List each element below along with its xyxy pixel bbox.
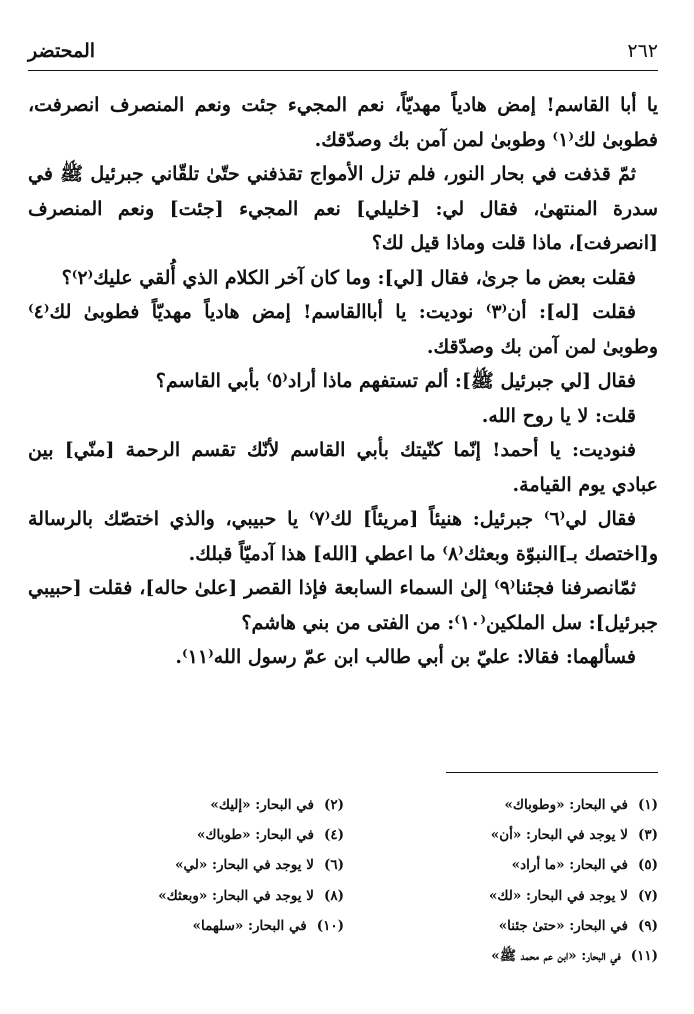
footnote [374,881,658,911]
footnote-number: (٢) [323,797,344,813]
page-header [28,36,658,72]
footnote [374,820,658,850]
footnote-number: (٦) [323,857,344,874]
footnote-text: لا يوجد في البحار: «لك» [488,887,628,904]
footnote [60,790,344,820]
header-divider [28,70,658,71]
footnote [60,881,344,911]
footnote-text: في البحار: «وطوباك» [504,797,628,813]
footnote-text: في البحار: «ابن عم محمد ﷺ» [491,948,621,965]
footnote [60,941,658,971]
paragraph: فنوديت: يا أحمد! إنّما كنّيتك بأبي القاسم لأنّك تقسم الرحمة [منّي] بين عبادي يوم القيامة. [28,439,658,496]
paragraph: ثمّانصرفنا فجئنا⁽٩⁾ إلىٰ السماء السابعة فإذا القصر [علىٰ حاله]، فقلت [حبيبي جبرئيل]: سل الملكين⁽١٠⁾: من الفتى من بني هاشم؟ [28,577,658,634]
footnote-divider [446,772,658,773]
footnote [60,911,344,941]
footnote-text: لا يوجد في البحار: «وبعثك» [158,887,314,904]
main-text [28,88,658,675]
paragraph: قلت: لا يا روح الله. [481,404,636,427]
footnote-number: (٧) [637,887,658,904]
footnote-number: (٩) [637,917,658,934]
footnote-number: (١) [637,797,658,813]
footnote [60,820,344,850]
footnote-text: في البحار: «طوباك» [196,827,314,844]
footnote-text: في البحار: «حتىٰ جئنا» [498,917,628,934]
footnote-text: في البحار: «إليك» [210,797,314,813]
paragraph: فقال لي⁽٦⁾ جبرئيل: هنيئاً [مريئاً] لك⁽٧⁾ يا حبيبي، والذي اختصّك بالرسالة و[اختصك بـ]النبوّة وبعثك⁽٨⁾ ما اعطي [الله] هذا آدميّاً قبلك. [28,508,658,565]
footnote [374,790,658,820]
footnote [60,850,344,880]
paragraph: فقلت [له]: أن⁽٣⁾ نوديت: يا أباالقاسم! إمض هادياً مهديّاً فطوبىٰ لك⁽٤⁾ وطوبىٰ لمن آمن بك وصدّقك. [28,301,658,358]
footnote-text: لا يوجد في البحار: «أن» [490,827,628,844]
paragraph: فقلت بعض ما جرىٰ، فقال [لي]: وما كان آخر الكلام الذي أُلقي عليك⁽٢⁾؟ [61,266,636,289]
footnote-text: في البحار: «ما أراد» [511,857,628,874]
footnote-number: (٣) [637,827,658,844]
paragraph: ثمّ قذفت في بحار النور، فلم تزل الأمواج تقذفني حتّىٰ تلقّاني جبرئيل ﷺ في سدرة المنتهىٰ، فقال لي: [خليلي] نعم المجيء [جئت] ونعم المنصرف [انصرفت]، ماذا قلت وماذا قيل لك؟ [28,163,658,254]
footnotes [60,790,658,971]
footnote-number: (٤) [323,827,344,844]
footnote-number: (٥) [637,857,658,874]
footnote-text: لا يوجد في البحار: «لي» [175,857,314,874]
footnote-number: (٨) [323,887,344,904]
page-number: ٢٦٢ [627,40,658,62]
footnote [374,850,658,880]
paragraph: يا أبا القاسم! إمض هادياً مهديّاً، نعم المجيء جئت ونعم المنصرف انصرفت، فطوبىٰ لك⁽١⁾ وطوبىٰ لمن آمن بك وصدّقك. [28,94,658,151]
footnote [374,911,658,941]
footnote-text: في البحار: «سلهما» [192,917,307,934]
footnote-number: (١٠) [316,917,344,934]
paragraph: فسألهما: فقالا: عليّ بن أبي طالب ابن عمّ رسول الله⁽١١⁾. [175,646,636,668]
paragraph: فقال [لي جبرئيل ﷺ]: ألم تستفهم ماذا أراد⁽٥⁾ بأبي القاسم؟ [155,370,636,392]
chapter-title: المحتضر [28,40,96,62]
footnote-number: (١١) [630,948,658,965]
